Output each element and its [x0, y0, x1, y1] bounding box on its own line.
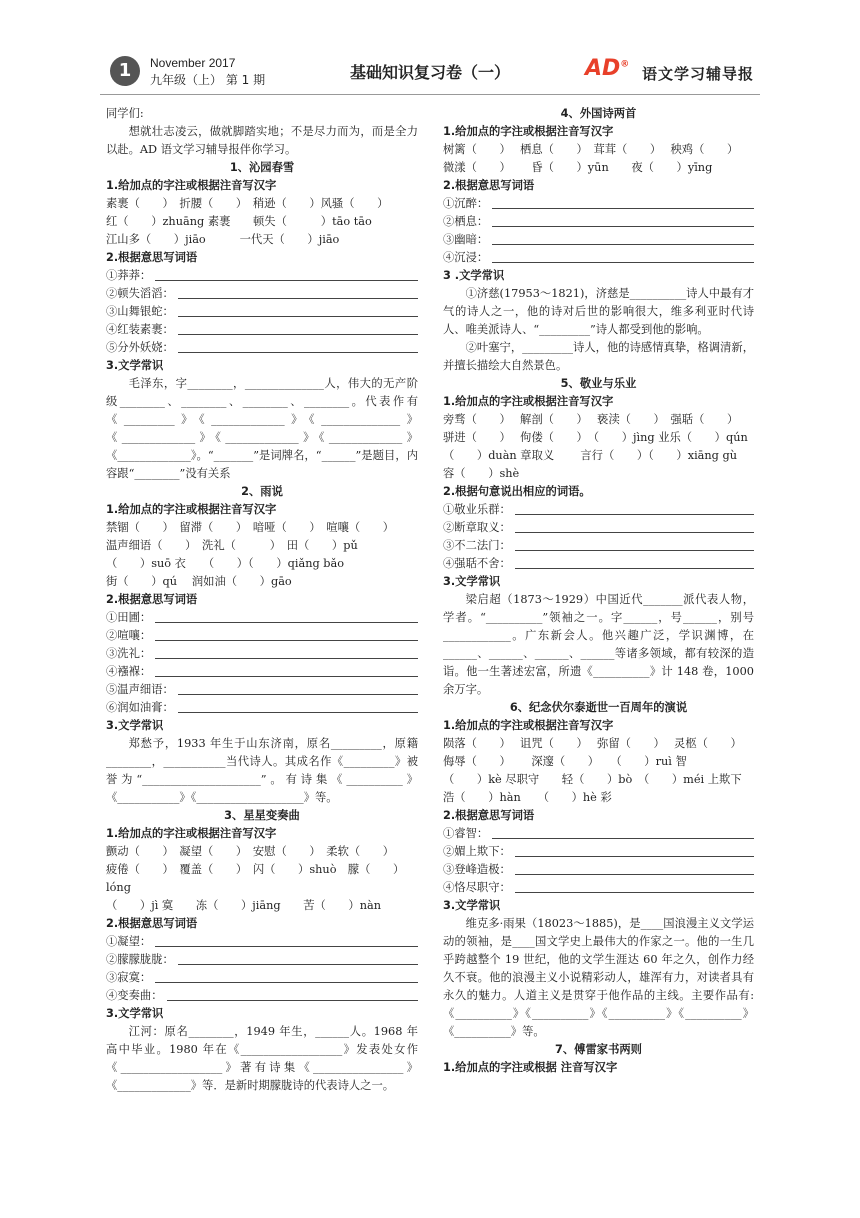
text-line: 温声细语（ ） 洗礼（ ） 田（ ）pǔ	[106, 539, 358, 552]
answer-line	[443, 537, 754, 555]
answer-label: ②媚上欺下：	[443, 845, 511, 858]
answer-line	[443, 879, 754, 897]
answer-line	[106, 303, 418, 321]
answer-line	[106, 627, 418, 645]
text-line: 骈进（ ） 佝偻（ ） （ ）jìng 业乐（ ）qún	[443, 431, 748, 444]
section-heading: 5、敬业与乐业	[560, 377, 637, 390]
answer-label: ⑥润如油膏：	[106, 701, 174, 714]
text-line: 同学们:	[106, 107, 144, 120]
answer-label: ②朦朦胧胧：	[106, 953, 174, 966]
blank-underline[interactable]	[492, 825, 754, 839]
blank-underline[interactable]	[155, 267, 418, 281]
text-line: （ ）jì 寞 冻（ ）jiāng 苦（ ）nàn	[106, 899, 381, 912]
question-heading: 2.根据意思写词语	[443, 809, 535, 822]
answer-label: ①敬业乐群：	[443, 503, 511, 516]
text-line: 颤动（ ） 凝望（ ） 安慰（ ） 柔软（ ）	[106, 845, 395, 858]
answer-label: ①睿智：	[443, 827, 489, 840]
text-line: 侮辱（ ） 深邃（ ） （ ）ruì 智	[443, 755, 687, 768]
answer-line	[106, 609, 418, 627]
paragraph: 梁启超（1873～1929）中国近代_______派代表人物，学者。“__________”领袖之一。字______，号______，别号____________。广东新会人。他兴趣广泛，学识渊博，在______、______、______、______等诸多领域，都有较深的造诣。他一生著述宏富，所遗《__________》计 148 卷，1000 余万字。	[443, 593, 754, 696]
question-heading: 3.文学常识	[106, 1007, 164, 1020]
ad-logo: AD®	[585, 56, 630, 81]
blank-underline[interactable]	[178, 285, 418, 299]
blank-underline[interactable]	[178, 681, 418, 695]
blank-underline[interactable]	[155, 645, 418, 659]
answer-line	[443, 213, 754, 231]
answer-label: ④襁褓：	[106, 665, 152, 678]
question-heading: 2.根据意思写词语	[106, 917, 198, 930]
question-heading: 2.根据意思写词语	[106, 593, 198, 606]
text-line: 浩（ ）hàn （ ）hè 彩	[443, 791, 612, 804]
answer-line	[443, 825, 754, 843]
answer-label: ①沉醉：	[443, 197, 489, 210]
answer-label: ③寂寞：	[106, 971, 152, 984]
question-heading: 2.根据句意说出相应的词语。	[443, 485, 591, 498]
question-heading: 3.文学常识	[106, 719, 164, 732]
text-line: 素裹（ ） 折腰（ ） 稍逊（ ）风骚（ ）	[106, 197, 389, 210]
text-line: （ ）duàn 章取义 言行（ ）（ ）xiāng gù	[443, 449, 738, 462]
text-line: 禁锢（ ） 留滞（ ） 喑哑（ ） 喧嚷（ ）	[106, 521, 395, 534]
paragraph: 郑愁予，1933 年生于山东济南，原名_________，原籍________，___________当代诗人。其成名作《_________》被誉为“_____________________”。有诗集《__________》《___________》《___________________》等。	[106, 737, 418, 804]
answer-label: ⑤温声细语：	[106, 683, 174, 696]
text-line: 旁骛（ ） 解剖（ ） 亵渎（ ） 强聒（ ）	[443, 413, 739, 426]
blank-underline[interactable]	[515, 879, 754, 893]
section-heading: 3、星星变奏曲	[224, 809, 300, 822]
section-heading: 4、外国诗两首	[560, 107, 637, 120]
blank-underline[interactable]	[178, 699, 418, 713]
answer-label: ③幽暗：	[443, 233, 489, 246]
answer-line	[443, 519, 754, 537]
answer-line	[443, 843, 754, 861]
blank-underline[interactable]	[178, 321, 418, 335]
blank-underline[interactable]	[515, 501, 754, 515]
answer-line	[106, 645, 418, 663]
text-line: （ ）kè 尽职守 轻（ ）bò （ ）méi 上欺下	[443, 773, 742, 786]
answer-line	[106, 951, 418, 969]
text-line: 江山多（ ）jiāo 一代天（ ）jiāo	[106, 233, 340, 246]
answer-label: ②喧嚷：	[106, 629, 152, 642]
answer-label: ⑤分外妖娆：	[106, 341, 174, 354]
brand-name: 语文学习辅导报	[642, 65, 755, 83]
answer-line	[106, 987, 418, 1005]
answer-line	[106, 339, 418, 357]
paragraph: ②叶塞宁，_________诗人，他的诗感情真挚，格调清新，并擅长描绘大自然景色。	[443, 341, 754, 372]
section-heading: 2、雨说	[241, 485, 283, 498]
blank-underline[interactable]	[167, 987, 419, 1001]
question-heading: 1.给加点的字注或根据注音写汉字	[443, 125, 614, 138]
question-heading: 2.根据意思写词语	[443, 179, 535, 192]
answer-line	[106, 285, 418, 303]
answer-label: ④红装素裹：	[106, 323, 174, 336]
answer-line	[106, 267, 418, 285]
issue-date: November 2017	[150, 56, 236, 70]
paragraph: ①济慈(17953～1821)，济慈是__________诗人中最有才气的诗人之一，他的诗对后世的影响很大，维多利亚时代诗人、唯美派诗人、“_________”诗人都受到他的影响。	[443, 287, 754, 336]
question-heading: 1.给加点的字注或根据注音写汉字	[106, 503, 277, 516]
text-line: （ ）suō 衣 （ ）（ ）qiǎng bǎo	[106, 557, 345, 570]
answer-label: ①莽莽：	[106, 269, 152, 282]
answer-line	[443, 501, 754, 519]
answer-line	[106, 321, 418, 339]
blank-underline[interactable]	[515, 537, 754, 551]
answer-label: ④沉浸：	[443, 251, 489, 264]
header-divider	[100, 94, 760, 95]
answer-line	[106, 699, 418, 717]
paragraph: 维克多·雨果（18023～1885)，是____国浪漫主义文学运动的领袖，是____国文学史上最伟大的作家之一。他的一生几乎跨越整个 19 世纪，他的文学生涯达 60 年之久，创作力经久不衰。他的浪漫主义小说精彩动人，雄浑有力，对读者具有永久的魅力。人道主义是贯穿于他作品的主线。主要作品有:《__________》《__________》《__________》《__________》《__________》等。	[443, 917, 754, 1038]
question-heading: 1.给加点的字注或根据注音写汉字	[443, 395, 614, 408]
answer-label: ③洗礼：	[106, 647, 152, 660]
question-heading: 2.根据意思写词语	[106, 251, 198, 264]
text-line: 陨落（ ） 诅咒（ ） 弥留（ ） 灵柩（ ）	[443, 737, 742, 750]
question-heading: 3 .文学常识	[443, 269, 505, 282]
text-line: 容（ ）shè	[443, 467, 520, 480]
answer-label: ④变奏曲：	[106, 989, 163, 1002]
question-heading: 1.给加点的字注或根据 注音写汉字	[443, 1061, 618, 1074]
text-line: 街（ ）qú 润如油（ ）gāo	[106, 575, 292, 588]
answer-line	[106, 681, 418, 699]
answer-line	[106, 663, 418, 681]
blank-underline[interactable]	[515, 861, 754, 875]
question-heading: 3.文学常识	[106, 359, 164, 372]
blank-underline[interactable]	[492, 213, 754, 227]
answer-label: ②断章取义：	[443, 521, 511, 534]
answer-label: ④强聒不舍：	[443, 557, 511, 570]
blank-underline[interactable]	[178, 303, 418, 317]
answer-line	[443, 231, 754, 249]
answer-label: ②顿失滔滔：	[106, 287, 174, 300]
paragraph: 想就壮志凌云，做就脚踏实地；不是尽力而为，而是全力以赴。AD 语文学习辅导报伴你学习。	[106, 125, 418, 156]
answer-line	[443, 195, 754, 213]
paragraph: 江河：原名________，1949 年生，______人。1968 年高中毕业。1980 年在《__________________》发表处女作《__________________》著有诗集《________________》《_____________》等．是新时期朦胧诗的代表诗人之一。	[106, 1025, 418, 1092]
blank-underline[interactable]	[515, 555, 754, 569]
blank-underline[interactable]	[178, 951, 418, 965]
page-number-badge: 1	[110, 56, 140, 86]
page-title: 基础知识复习卷（一）	[350, 63, 511, 82]
paragraph: 毛泽东，字________，______________人，伟大的无产阶级________、________、________、________。代表作有《_________》《_____________》《______________》《_____________》《_____________》《_____________》《_____________》。“_______”是词牌名，“______”是题目，内容跟“________”没有关系	[106, 377, 418, 480]
question-heading: 1.给加点的字注或根据注音写汉字	[106, 179, 277, 192]
answer-label: ③登峰造极：	[443, 863, 511, 876]
blank-underline[interactable]	[155, 969, 418, 983]
question-heading: 1.给加点的字注或根据注音写汉字	[106, 827, 277, 840]
blank-underline[interactable]	[492, 195, 754, 209]
blank-underline[interactable]	[515, 843, 754, 857]
section-heading: 7、傅雷家书两则	[555, 1043, 642, 1056]
question-heading: 3.文学常识	[443, 575, 501, 588]
answer-line	[443, 555, 754, 573]
left-column	[106, 105, 418, 1095]
blank-underline[interactable]	[178, 339, 418, 353]
blank-underline[interactable]	[155, 933, 418, 947]
answer-line	[106, 969, 418, 987]
section-heading: 1、沁园春雪	[229, 161, 295, 174]
text-line: 树篱（ ） 栖息（ ） 茸茸（ ） 秧鸡（ ）	[443, 143, 739, 156]
issue-number: 九年级（上） 第 1 期	[150, 73, 266, 87]
blank-underline[interactable]	[492, 249, 754, 263]
answer-label: ①田圃：	[106, 611, 152, 624]
answer-label: ③山舞银蛇：	[106, 305, 174, 318]
blank-underline[interactable]	[155, 609, 418, 623]
answer-label: ①凝望：	[106, 935, 152, 948]
answer-line	[443, 861, 754, 879]
answer-label: ③不二法门：	[443, 539, 511, 552]
answer-label: ④恪尽职守：	[443, 881, 511, 894]
text-line: 红（ ）zhuāng 素裹 顿失（ ）tāo tāo	[106, 215, 372, 228]
blank-underline[interactable]	[155, 663, 418, 677]
question-heading: 1.给加点的字注或根据注音写汉字	[443, 719, 614, 732]
answer-line	[443, 249, 754, 267]
page-header	[100, 50, 780, 96]
text-line: 微漾（ ） 昏（ ）yūn 夜（ ）yīng	[443, 161, 713, 174]
answer-label: ②栖息：	[443, 215, 489, 228]
question-heading: 3.文学常识	[443, 899, 501, 912]
section-heading: 6、纪念伏尔泰逝世一百周年的演说	[509, 701, 688, 714]
blank-underline[interactable]	[155, 627, 418, 641]
text-line: 疲倦（ ） 覆盖（ ） 闪（ ）shuò 朦（ ）lóng	[106, 863, 405, 894]
answer-line	[106, 933, 418, 951]
blank-underline[interactable]	[515, 519, 754, 533]
blank-underline[interactable]	[492, 231, 754, 245]
right-column	[443, 105, 754, 1077]
